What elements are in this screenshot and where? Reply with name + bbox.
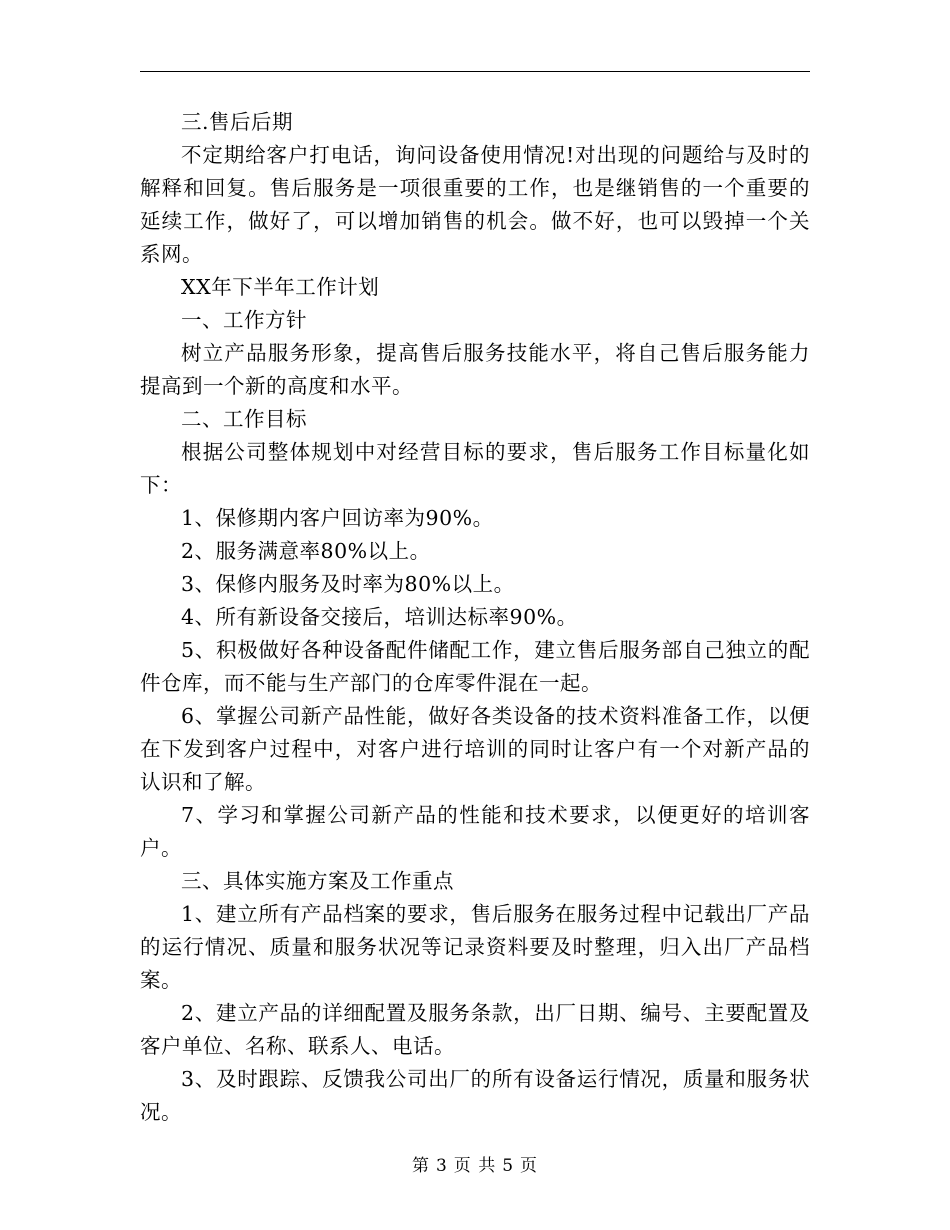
plan-title: XX年下半年工作计划 <box>181 275 380 299</box>
goal-item-2: 2、服务满意率80%以上。 <box>181 539 431 563</box>
footer-current-page: 3 <box>435 1156 448 1176</box>
footer-total-pages: 5 <box>502 1156 515 1176</box>
goal-item-7: 7、学习和掌握公司新产品的性能和技术要求，以便更好的培训客户。 <box>140 803 810 860</box>
section-heading-work-policy: 一、工作方针 <box>181 308 307 332</box>
goal-item-3: 3、保修内服务及时率为80%以上。 <box>181 572 515 596</box>
implementation-item-3: 3、及时跟踪、反馈我公司出厂的所有设备运行情况，质量和服务状况。 <box>140 1067 810 1124</box>
footer-suffix: 页 <box>520 1156 539 1176</box>
page-footer <box>0 1156 950 1176</box>
implementation-item-2: 2、建立产品的详细配置及服务条款，出厂日期、编号、主要配置及客户单位、名称、联系人、电话。 <box>140 1001 810 1058</box>
footer-middle: 页 共 <box>453 1156 497 1176</box>
section-heading-implementation: 三、具体实施方案及工作重点 <box>181 869 454 893</box>
paragraph-work-policy: 树立产品服务形象，提高售后服务技能水平，将自己售后服务能力提高到一个新的高度和水平。 <box>140 341 810 398</box>
goal-item-6: 6、掌握公司新产品性能，做好各类设备的技术资料准备工作，以便在下发到客户过程中，对客户进行培训的同时让客户有一个对新产品的认识和了解。 <box>140 704 810 794</box>
footer-prefix: 第 <box>411 1156 430 1176</box>
header-rule <box>140 71 810 72</box>
goal-item-5: 5、积极做好各种设备配件储配工作，建立售后服务部自己独立的配件仓库，而不能与生产部门的仓库零件混在一起。 <box>140 638 810 695</box>
section-heading-after-sales-late: 三.售后后期 <box>181 110 294 134</box>
paragraph-follow-up-calls: 不定期给客户打电话，询问设备使用情况!对出现的问题给与及时的解释和回复。售后服务是一项很重要的工作，也是继销售的一个重要的延续工作，做好了，可以增加销售的机会。做不好，也可以毁掉一个关系网。 <box>140 143 810 266</box>
implementation-item-1: 1、建立所有产品档案的要求，售后服务在服务过程中记载出厂产品的运行情况、质量和服务状况等记录资料要及时整理，归入出厂产品档案。 <box>140 902 810 992</box>
goal-item-4: 4、所有新设备交接后，培训达标率90%。 <box>181 605 578 629</box>
document-body <box>140 106 810 1129</box>
section-heading-work-goals: 二、工作目标 <box>181 407 307 431</box>
goal-item-1: 1、保修期内客户回访率为90%。 <box>181 506 494 530</box>
paragraph-goals-intro: 根据公司整体规划中对经营目标的要求，售后服务工作目标量化如下： <box>140 440 810 497</box>
